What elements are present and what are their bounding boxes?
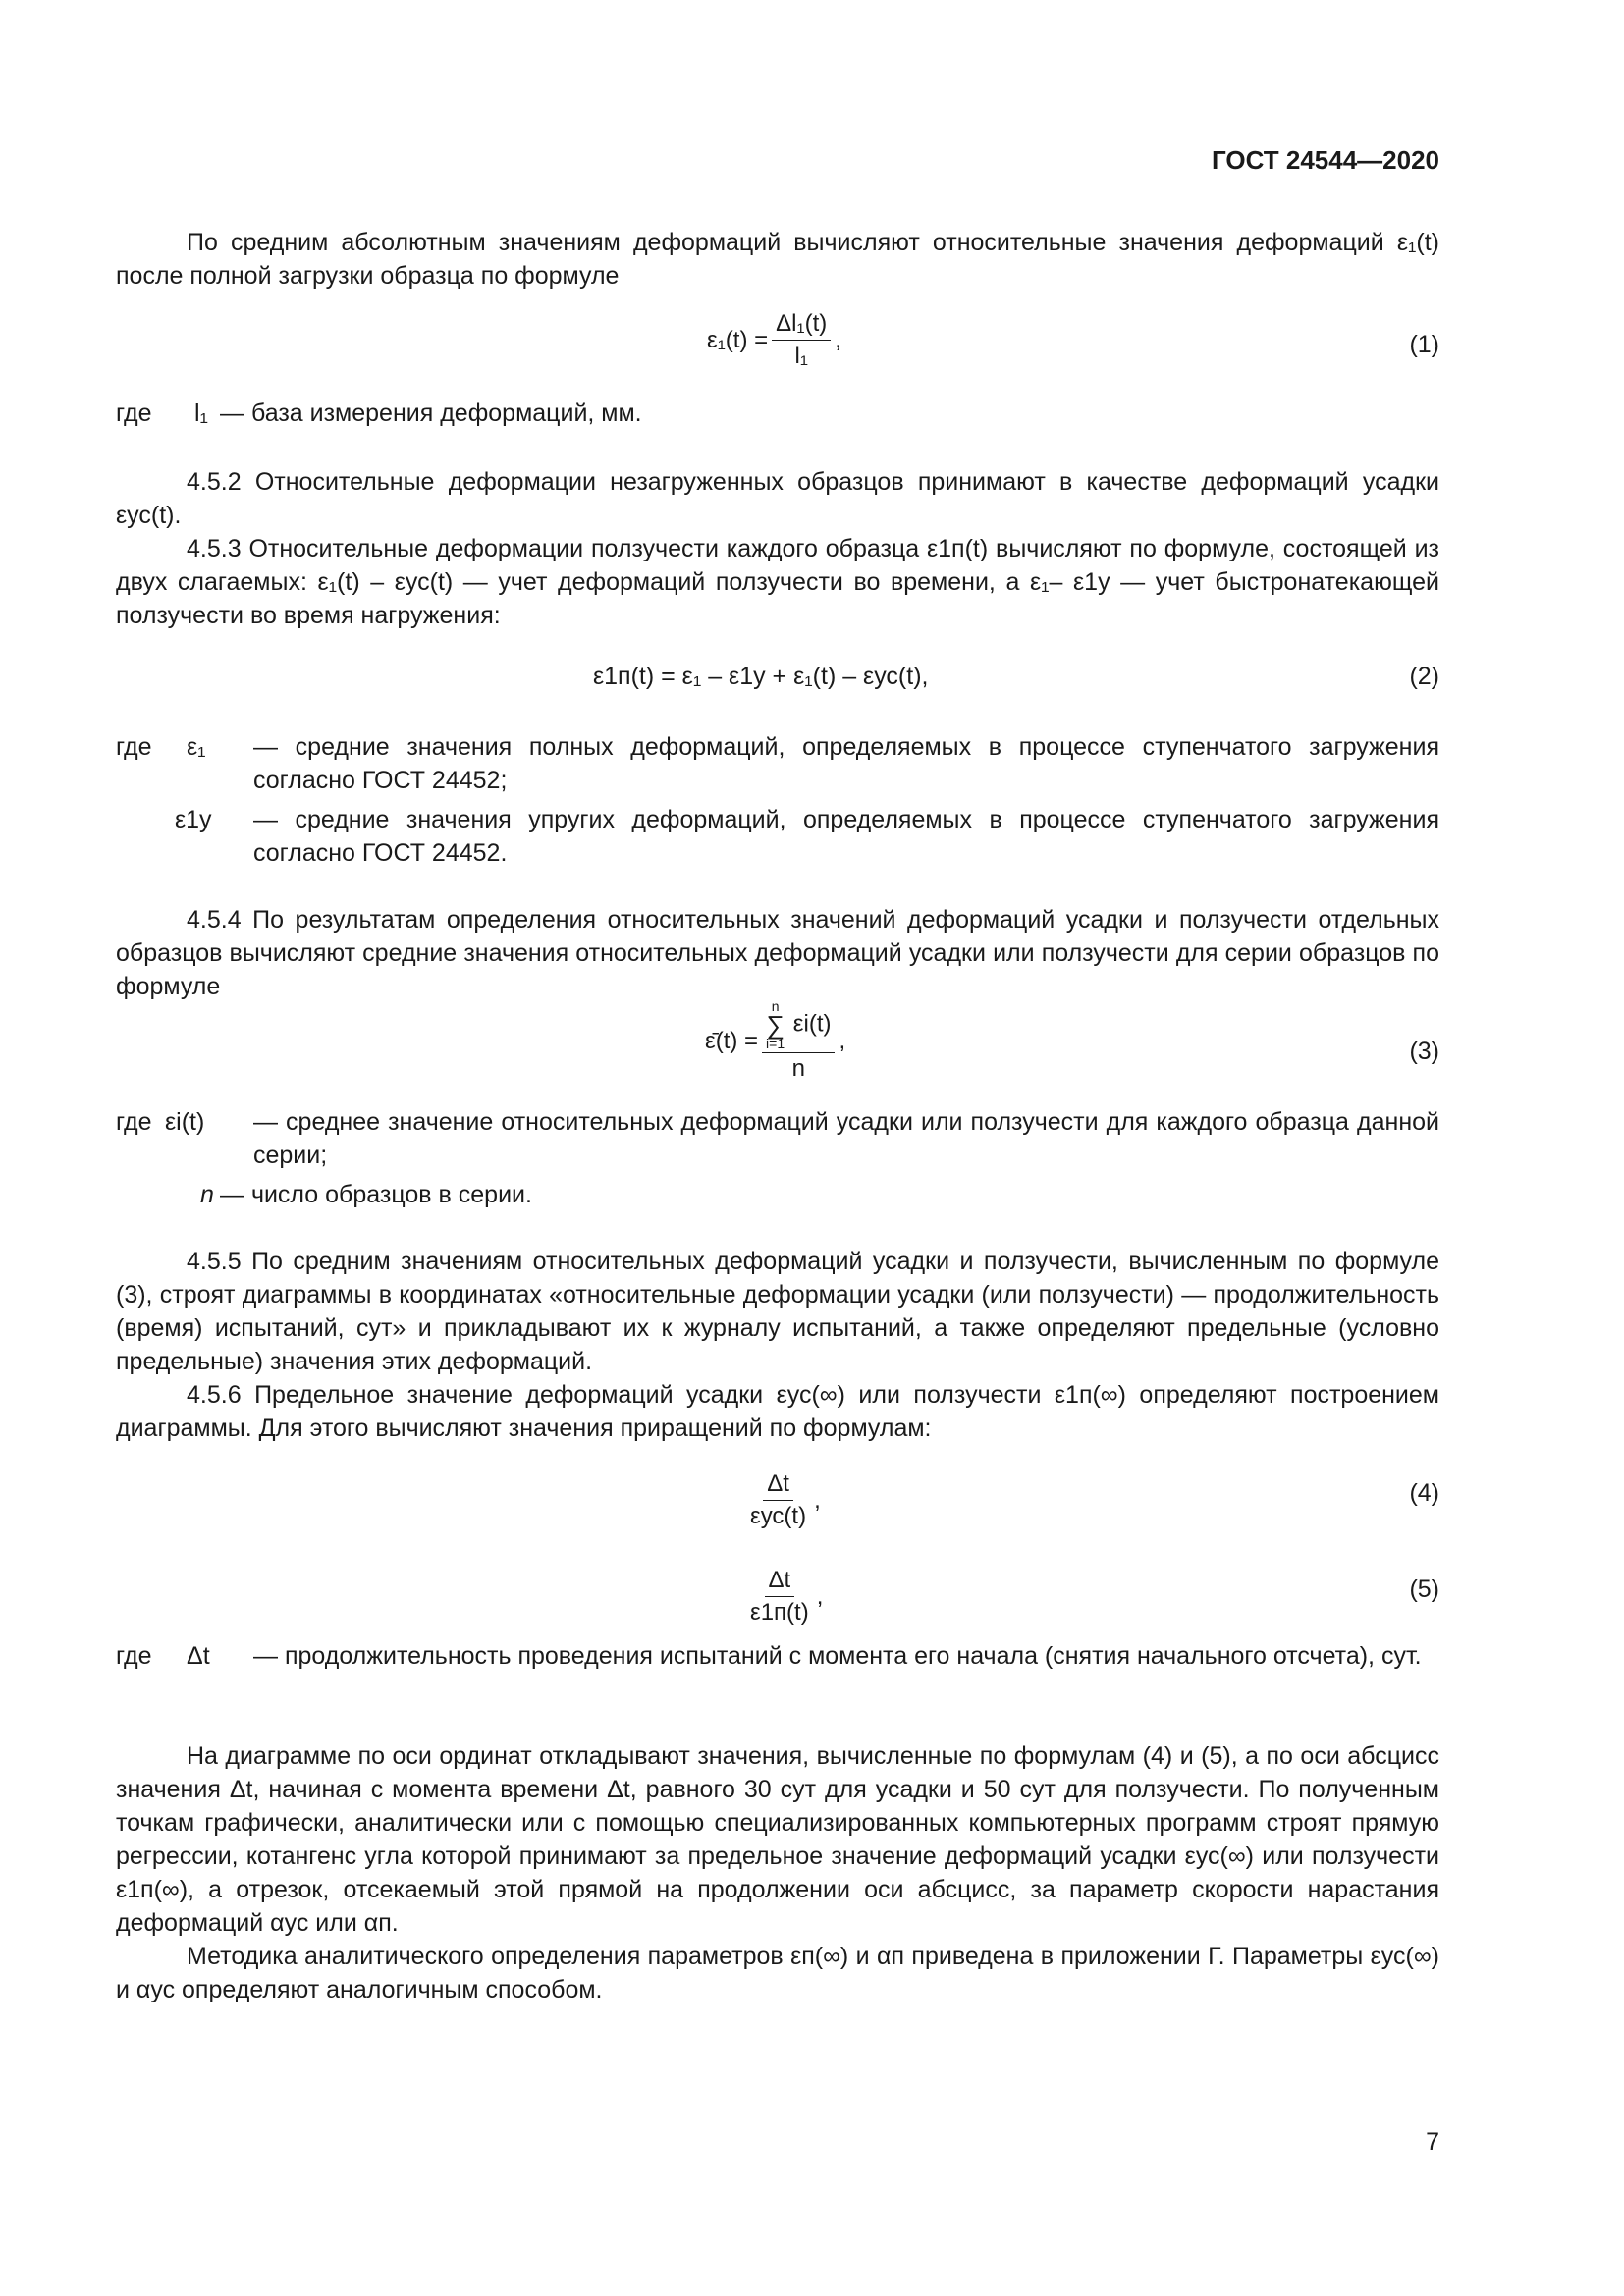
definition-term: n [200,1181,214,1208]
formula-4-number: (4) [1409,1479,1439,1507]
formula-5-numerator: Δt [765,1567,795,1597]
definition-term: Δt [187,1642,210,1670]
formula-1-number: (1) [1409,331,1439,358]
definition-text: — средние значения полных деформаций, определяемых в процессе ступенчатого загружения согласно ГОСТ 24452; [253,733,1439,794]
formula-5-tail: , [816,1582,824,1610]
definition-text: — средние значения упругих деформаций, определяемых в процессе ступенчатого загружения согласно ГОСТ 24452. [253,806,1439,867]
where-label: где [116,400,152,427]
formula-5 [742,1567,823,1627]
paragraph-4-5-2: 4.5.2 Относительные деформации незагруженных образцов принимают в качестве деформаций усадки εус(t). [116,468,1439,529]
formula-4-tail: , [814,1486,821,1514]
paragraph-4-5-6: 4.5.6 Предельное значение деформаций усадки εус(∞) или ползучести ε1п(∞) определяют построением диаграммы. Для этого вычисляют значения приращений по формулам: [116,1381,1439,1442]
formula-2: ε1п(t) = ε₁ – ε1y + ε₁(t) – εус(t), [593,663,929,690]
where-label: где [116,1108,152,1136]
formula-3-tail: , [839,1027,846,1054]
paragraph-diagram: На диаграмме по оси ординат откладывают значения, вычисленные по формулам (4) и (5), а по оси абсцисс значения Δt, начиная с момента времени Δt, равного 30 сут для усадки и 50 сут для ползучести. По полученным точкам графически, аналитически или с помощью специализированных компьютерных программ строят прямую регрессии, котангенс угла которой принимают за предельное значение деформаций усадки εус(∞) или ползучести ε1п(∞), а отрезок, отсекаемый этой прямой на продолжении оси абсцисс, за параметр скорости нарастания деформаций αус или αп. [116,1742,1439,1937]
formula-1-tail: , [835,326,841,353]
formula-1-numerator: Δl₁(t) [772,310,831,341]
where-label: где [116,733,152,761]
page-number: 7 [1426,2128,1439,2156]
summand: εi(t) [792,1010,832,1038]
formula-3-denominator: n [791,1055,805,1082]
formula-1 [707,310,841,370]
formula-3-fraction [762,999,835,1083]
paragraph-4-5-5: 4.5.5 По средним значениям относительных деформаций усадки и ползучести, вычисленным по формуле (3), строят диаграммы в координатах «относительные деформации усадки (или ползучести) — продолжительность (время) испытаний, сут» и прикладывают их к журналу испытаний, а также определяют предельные (условно предельные) значения этих деформаций. [116,1248,1439,1375]
definition-text: — среднее значение относительных деформаций усадки или ползучести для каждого образца данной серии; [253,1108,1439,1169]
formula-1-denominator: l₁ [794,343,808,369]
sigma-symbol: ∑ [766,1010,785,1040]
sum-upper-limit: n [771,998,780,1014]
formula-3-numerator [762,999,835,1053]
formula-2-number: (2) [1409,663,1439,690]
formula-1-lhs: ε₁(t) = [707,326,769,353]
formula-5-fraction [746,1567,813,1627]
formula-5-number: (5) [1409,1575,1439,1603]
paragraph-method: Методика аналитического определения параметров εп(∞) и αп приведена в приложении Г. Параметры εус(∞) и αус определяют аналогичным способом. [116,1943,1439,2003]
formula-4-denominator: εус(t) [750,1503,807,1529]
definition-text: — база измерения деформаций, мм. [220,400,642,427]
definition-text: — число образцов в серии. [220,1181,532,1208]
definition-term: ε1y [175,806,212,833]
definition-term: ε₁ [187,733,206,761]
formula-4-fraction [746,1470,810,1530]
formula-3 [705,999,845,1083]
paragraph-4-5-3: 4.5.3 Относительные деформации ползучести каждого образца ε1п(t) вычисляют по формуле, состоящей из двух слагаемых: ε₁(t) – εус(t) — учет деформаций ползучести во времени, а ε₁– ε1y — учет быстронатекающей ползучести во время нагружения: [116,535,1439,629]
definition-text: — продолжительность проведения испытаний с момента его начала (снятия начального отсчета), сут. [253,1642,1422,1670]
formula-3-number: (3) [1409,1038,1439,1065]
where-label: где [116,1642,152,1670]
paragraph-4-5-4: 4.5.4 По результатам определения относительных значений деформаций усадки и ползучести отдельных образцов вычисляют средние значения относительных деформаций усадки или ползучести для серии образцов по формуле [116,906,1439,1000]
formula-1-fraction [772,310,831,370]
sum-sign [766,999,785,1050]
sum-lower-limit: i=1 [766,1036,785,1051]
formula-3-lhs: ε̄(t) = [705,1027,759,1054]
formula-4-numerator: Δt [763,1470,793,1501]
definition-term: εi(t) [165,1108,205,1136]
formula-4 [742,1470,821,1530]
definition-term: l₁ [194,400,208,427]
paragraph-intro: По средним абсолютным значениям деформаций вычисляют относительные значения деформаций ε₁(t) после полной загрузки образца по формуле [116,229,1439,290]
document-code: ГОСТ 24544—2020 [1212,145,1439,175]
formula-5-denominator: ε1п(t) [750,1599,809,1626]
